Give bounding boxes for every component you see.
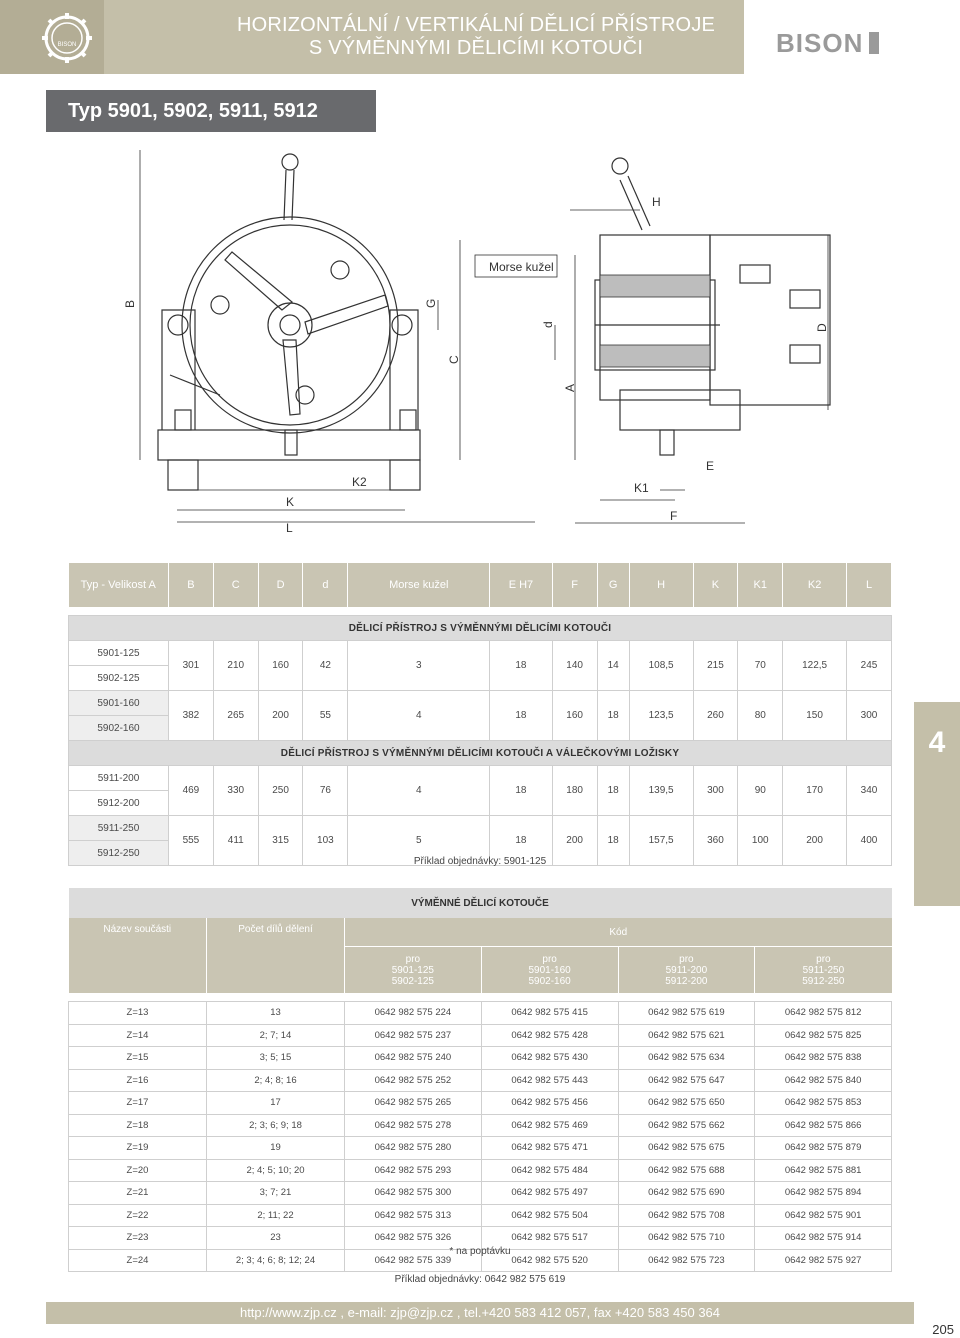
col-header-count: Počet dílů dělení: [207, 918, 345, 993]
value-cell: 103: [303, 816, 348, 866]
code-cell: 0642 982 575 520: [481, 1249, 618, 1272]
col-header: G: [597, 563, 629, 607]
value-cell: 4: [348, 691, 490, 741]
section-heading: DĚLICÍ PŘÍSTROJ S VÝMĚNNÝMI DĚLICÍMI KOTOUČI A VÁLEČKOVÝMI LOŽISKY: [69, 741, 892, 766]
code-cell: 0642 982 575 838: [755, 1047, 892, 1070]
value-cell: 5: [348, 816, 490, 866]
code-cell: 0642 982 575 265: [345, 1092, 482, 1115]
division-count-cell: 2; 3; 6; 9; 18: [207, 1114, 345, 1137]
code-cell: 0642 982 575 879: [755, 1137, 892, 1160]
type-title: Typ 5901, 5902, 5911, 5912: [46, 90, 376, 132]
division-count-cell: 2; 4; 5; 10; 20: [207, 1159, 345, 1182]
code-cell: 0642 982 575 224: [345, 1002, 482, 1025]
type-cell: 5912-250: [69, 841, 169, 866]
value-cell: 18: [597, 691, 629, 741]
on-request-note: * na poptávku: [449, 1246, 511, 1257]
part-name-cell: Z=15: [69, 1047, 207, 1070]
code-cell: 0642 982 575 881: [755, 1159, 892, 1182]
code-cell: 0642 982 575 914: [755, 1227, 892, 1250]
value-cell: 469: [169, 766, 214, 816]
title-line-2: S VÝMĚNNÝMI DĚLICÍMI KOTOUČI: [308, 37, 644, 59]
table-row: [69, 1137, 892, 1160]
code-cell: 0642 982 575 430: [481, 1047, 618, 1070]
value-cell: 200: [258, 691, 303, 741]
division-count-cell: 19: [207, 1137, 345, 1160]
code-cell: 0642 982 575 634: [618, 1047, 755, 1070]
company-logo: [0, 0, 104, 74]
dim-label-D: D: [815, 323, 829, 332]
code-cell: 0642 982 575 443: [481, 1069, 618, 1092]
table-row: [69, 1204, 892, 1227]
code-cell: 0642 982 575 690: [618, 1182, 755, 1205]
technical-drawing: [100, 140, 880, 560]
value-cell: 411: [213, 816, 258, 866]
value-cell: 360: [693, 816, 738, 866]
title-line-1: HORIZONTÁLNÍ / VERTIKÁLNÍ DĚLICÍ PŘÍSTROJE: [236, 14, 716, 36]
index-discs-table: [68, 888, 892, 1272]
code-cell: 0642 982 575 293: [345, 1159, 482, 1182]
value-cell: 210: [213, 641, 258, 691]
code-cell: 0642 982 575 252: [345, 1069, 482, 1092]
value-cell: 55: [303, 691, 348, 741]
page-title: [196, 14, 756, 60]
order-example-1: Příklad objednávky: 5901-125: [413, 856, 547, 867]
value-cell: 14: [597, 641, 629, 691]
value-cell: 80: [738, 691, 783, 741]
table-row: [69, 1047, 892, 1070]
type-cell: 5901-125: [69, 641, 169, 666]
table-row: [69, 1114, 892, 1137]
col-header-type: Typ - Velikost A: [69, 563, 169, 607]
type-cell: 5902-160: [69, 716, 169, 741]
code-cell: 0642 982 575 300: [345, 1182, 482, 1205]
code-cell: 0642 982 575 313: [345, 1204, 482, 1227]
code-cell: 0642 982 575 812: [755, 1002, 892, 1025]
value-cell: 140: [552, 641, 597, 691]
col-header: Morse kužel: [348, 563, 490, 607]
table-row: [69, 1092, 892, 1115]
value-cell: 108,5: [629, 641, 693, 691]
code-cell: 0642 982 575 240: [345, 1047, 482, 1070]
division-count-cell: 3; 5; 15: [207, 1047, 345, 1070]
code-cell: 0642 982 575 415: [481, 1002, 618, 1025]
dim-label-d: d: [541, 321, 555, 328]
division-count-cell: 3; 7; 21: [207, 1182, 345, 1205]
code-cell: 0642 982 575 825: [755, 1024, 892, 1047]
col-header: F: [552, 563, 597, 607]
code-cell: 0642 982 575 723: [618, 1249, 755, 1272]
code-cell: 0642 982 575 675: [618, 1137, 755, 1160]
code-cell: 0642 982 575 484: [481, 1159, 618, 1182]
col-header: E H7: [490, 563, 553, 607]
value-cell: 76: [303, 766, 348, 816]
code-cell: 0642 982 575 517: [481, 1227, 618, 1250]
code-cell: 0642 982 575 894: [755, 1182, 892, 1205]
code-cell: 0642 982 575 688: [618, 1159, 755, 1182]
division-count-cell: 2; 7; 14: [207, 1024, 345, 1047]
value-cell: 330: [213, 766, 258, 816]
value-cell: 160: [552, 691, 597, 741]
value-cell: 18: [490, 766, 553, 816]
division-count-cell: 2; 3; 4; 6; 8; 12; 24: [207, 1249, 345, 1272]
value-cell: 18: [490, 816, 553, 866]
code-cell: 0642 982 575 497: [481, 1182, 618, 1205]
part-name-cell: Z=13: [69, 1002, 207, 1025]
table-row: [69, 1069, 892, 1092]
division-count-cell: 23: [207, 1227, 345, 1250]
division-count-cell: 2; 11; 22: [207, 1204, 345, 1227]
code-cell: 0642 982 575 853: [755, 1092, 892, 1115]
code-cell: 0642 982 575 650: [618, 1092, 755, 1115]
division-count-cell: 13: [207, 1002, 345, 1025]
value-cell: 150: [783, 691, 847, 741]
value-cell: 42: [303, 641, 348, 691]
value-cell: 315: [258, 816, 303, 866]
part-name-cell: Z=19: [69, 1137, 207, 1160]
value-cell: 139,5: [629, 766, 693, 816]
value-cell: 100: [738, 816, 783, 866]
col-header: K1: [738, 563, 783, 607]
code-subheader: pro 5901-160 5902-160: [481, 947, 618, 994]
value-cell: 122,5: [783, 641, 847, 691]
code-subheader: pro 5901-125 5902-125: [345, 947, 482, 994]
code-cell: 0642 982 575 621: [618, 1024, 755, 1047]
code-cell: 0642 982 575 901: [755, 1204, 892, 1227]
value-cell: 160: [258, 641, 303, 691]
value-cell: 18: [490, 691, 553, 741]
col-header: K2: [783, 563, 847, 607]
code-cell: 0642 982 575 278: [345, 1114, 482, 1137]
code-subheader: pro 5911-200 5912-200: [618, 947, 755, 994]
code-cell: 0642 982 575 326: [345, 1227, 482, 1250]
value-cell: 300: [693, 766, 738, 816]
dim-label-K: K: [286, 495, 295, 509]
type-cell: 5912-200: [69, 791, 169, 816]
brand-text: BISON: [776, 28, 864, 58]
value-cell: 18: [597, 766, 629, 816]
col-header: B: [169, 563, 214, 607]
value-cell: 170: [783, 766, 847, 816]
value-cell: 200: [783, 816, 847, 866]
value-cell: 180: [552, 766, 597, 816]
part-name-cell: Z=24: [69, 1249, 207, 1272]
gear-logo-icon: [0, 0, 104, 74]
page-number: 205: [932, 1322, 954, 1337]
part-name-cell: Z=21: [69, 1182, 207, 1205]
part-name-cell: Z=18: [69, 1114, 207, 1137]
part-name-cell: Z=22: [69, 1204, 207, 1227]
dim-label-K1: K1: [634, 481, 649, 495]
col-header: D: [258, 563, 303, 607]
dim-label-G: G: [424, 298, 438, 308]
part-name-cell: Z=14: [69, 1024, 207, 1047]
value-cell: 157,5: [629, 816, 693, 866]
value-cell: 200: [552, 816, 597, 866]
dim-label-B: B: [123, 299, 137, 308]
type-cell: 5902-125: [69, 666, 169, 691]
division-count-cell: 2; 4; 8; 16: [207, 1069, 345, 1092]
col-header: C: [213, 563, 258, 607]
code-cell: 0642 982 575 927: [755, 1249, 892, 1272]
code-cell: 0642 982 575 469: [481, 1114, 618, 1137]
code-cell: 0642 982 575 619: [618, 1002, 755, 1025]
table-row: [69, 1024, 892, 1047]
dim-label-C: C: [447, 355, 461, 364]
code-cell: 0642 982 575 866: [755, 1114, 892, 1137]
value-cell: 265: [213, 691, 258, 741]
col-header: d: [303, 563, 348, 607]
value-cell: 400: [847, 816, 892, 866]
code-cell: 0642 982 575 456: [481, 1092, 618, 1115]
code-cell: 0642 982 575 471: [481, 1137, 618, 1160]
order-example-2: Příklad objednávky: 0642 982 575 619: [394, 1274, 566, 1285]
type-cell: 5901-160: [69, 691, 169, 716]
dimensions-table: [68, 563, 892, 866]
code-cell: 0642 982 575 708: [618, 1204, 755, 1227]
part-name-cell: Z=16: [69, 1069, 207, 1092]
code-cell: 0642 982 575 647: [618, 1069, 755, 1092]
code-cell: 0642 982 575 840: [755, 1069, 892, 1092]
dim-label-E: E: [706, 459, 715, 473]
footer-contact: http://www.zjp.cz , e-mail: zjp@zjp.cz , tel.+420 583 412 057, fax +420 583 450 364: [239, 1305, 721, 1320]
value-cell: 260: [693, 691, 738, 741]
col-header-code: Kód: [345, 918, 892, 947]
dim-label-K2: K2: [352, 475, 367, 489]
section-heading: DĚLICÍ PŘÍSTROJ S VÝMĚNNÝMI DĚLICÍMI KOTOUČI: [69, 616, 892, 641]
type-cell: 5911-250: [69, 816, 169, 841]
part-name-cell: Z=20: [69, 1159, 207, 1182]
value-cell: 301: [169, 641, 214, 691]
value-cell: 245: [847, 641, 892, 691]
bison-logo: [776, 28, 880, 58]
value-cell: 382: [169, 691, 214, 741]
division-count-cell: 17: [207, 1092, 345, 1115]
col-header-name: Název součásti: [69, 918, 207, 993]
table-row: [69, 1159, 892, 1182]
table-title: VÝMĚNNÉ DĚLICÍ KOTOUČE: [69, 888, 892, 918]
value-cell: 4: [348, 766, 490, 816]
chapter-number: 4: [928, 726, 946, 759]
table-row: [69, 1182, 892, 1205]
dim-label-L: L: [286, 521, 293, 535]
value-cell: 250: [258, 766, 303, 816]
value-cell: 340: [847, 766, 892, 816]
dim-label-F: F: [670, 509, 678, 523]
col-header: L: [847, 563, 892, 607]
value-cell: 18: [597, 816, 629, 866]
part-name-cell: Z=17: [69, 1092, 207, 1115]
dim-label-A: A: [563, 383, 577, 392]
code-cell: 0642 982 575 280: [345, 1137, 482, 1160]
dim-label-H: H: [652, 195, 661, 209]
code-cell: 0642 982 575 428: [481, 1024, 618, 1047]
table-row: [69, 1002, 892, 1025]
code-cell: 0642 982 575 339: [345, 1249, 482, 1272]
code-cell: 0642 982 575 662: [618, 1114, 755, 1137]
col-header: K: [693, 563, 738, 607]
code-cell: 0642 982 575 504: [481, 1204, 618, 1227]
value-cell: 70: [738, 641, 783, 691]
value-cell: 123,5: [629, 691, 693, 741]
code-cell: 0642 982 575 237: [345, 1024, 482, 1047]
code-cell: 0642 982 575 710: [618, 1227, 755, 1250]
value-cell: 300: [847, 691, 892, 741]
logo-text: BISON: [57, 42, 77, 48]
type-cell: 5911-200: [69, 766, 169, 791]
value-cell: 3: [348, 641, 490, 691]
value-cell: 18: [490, 641, 553, 691]
value-cell: 215: [693, 641, 738, 691]
col-header: H: [629, 563, 693, 607]
value-cell: 90: [738, 766, 783, 816]
value-cell: 555: [169, 816, 214, 866]
part-name-cell: Z=23: [69, 1227, 207, 1250]
code-subheader: pro 5911-250 5912-250: [755, 947, 892, 994]
morse-label: Morse kužel: [489, 260, 554, 274]
